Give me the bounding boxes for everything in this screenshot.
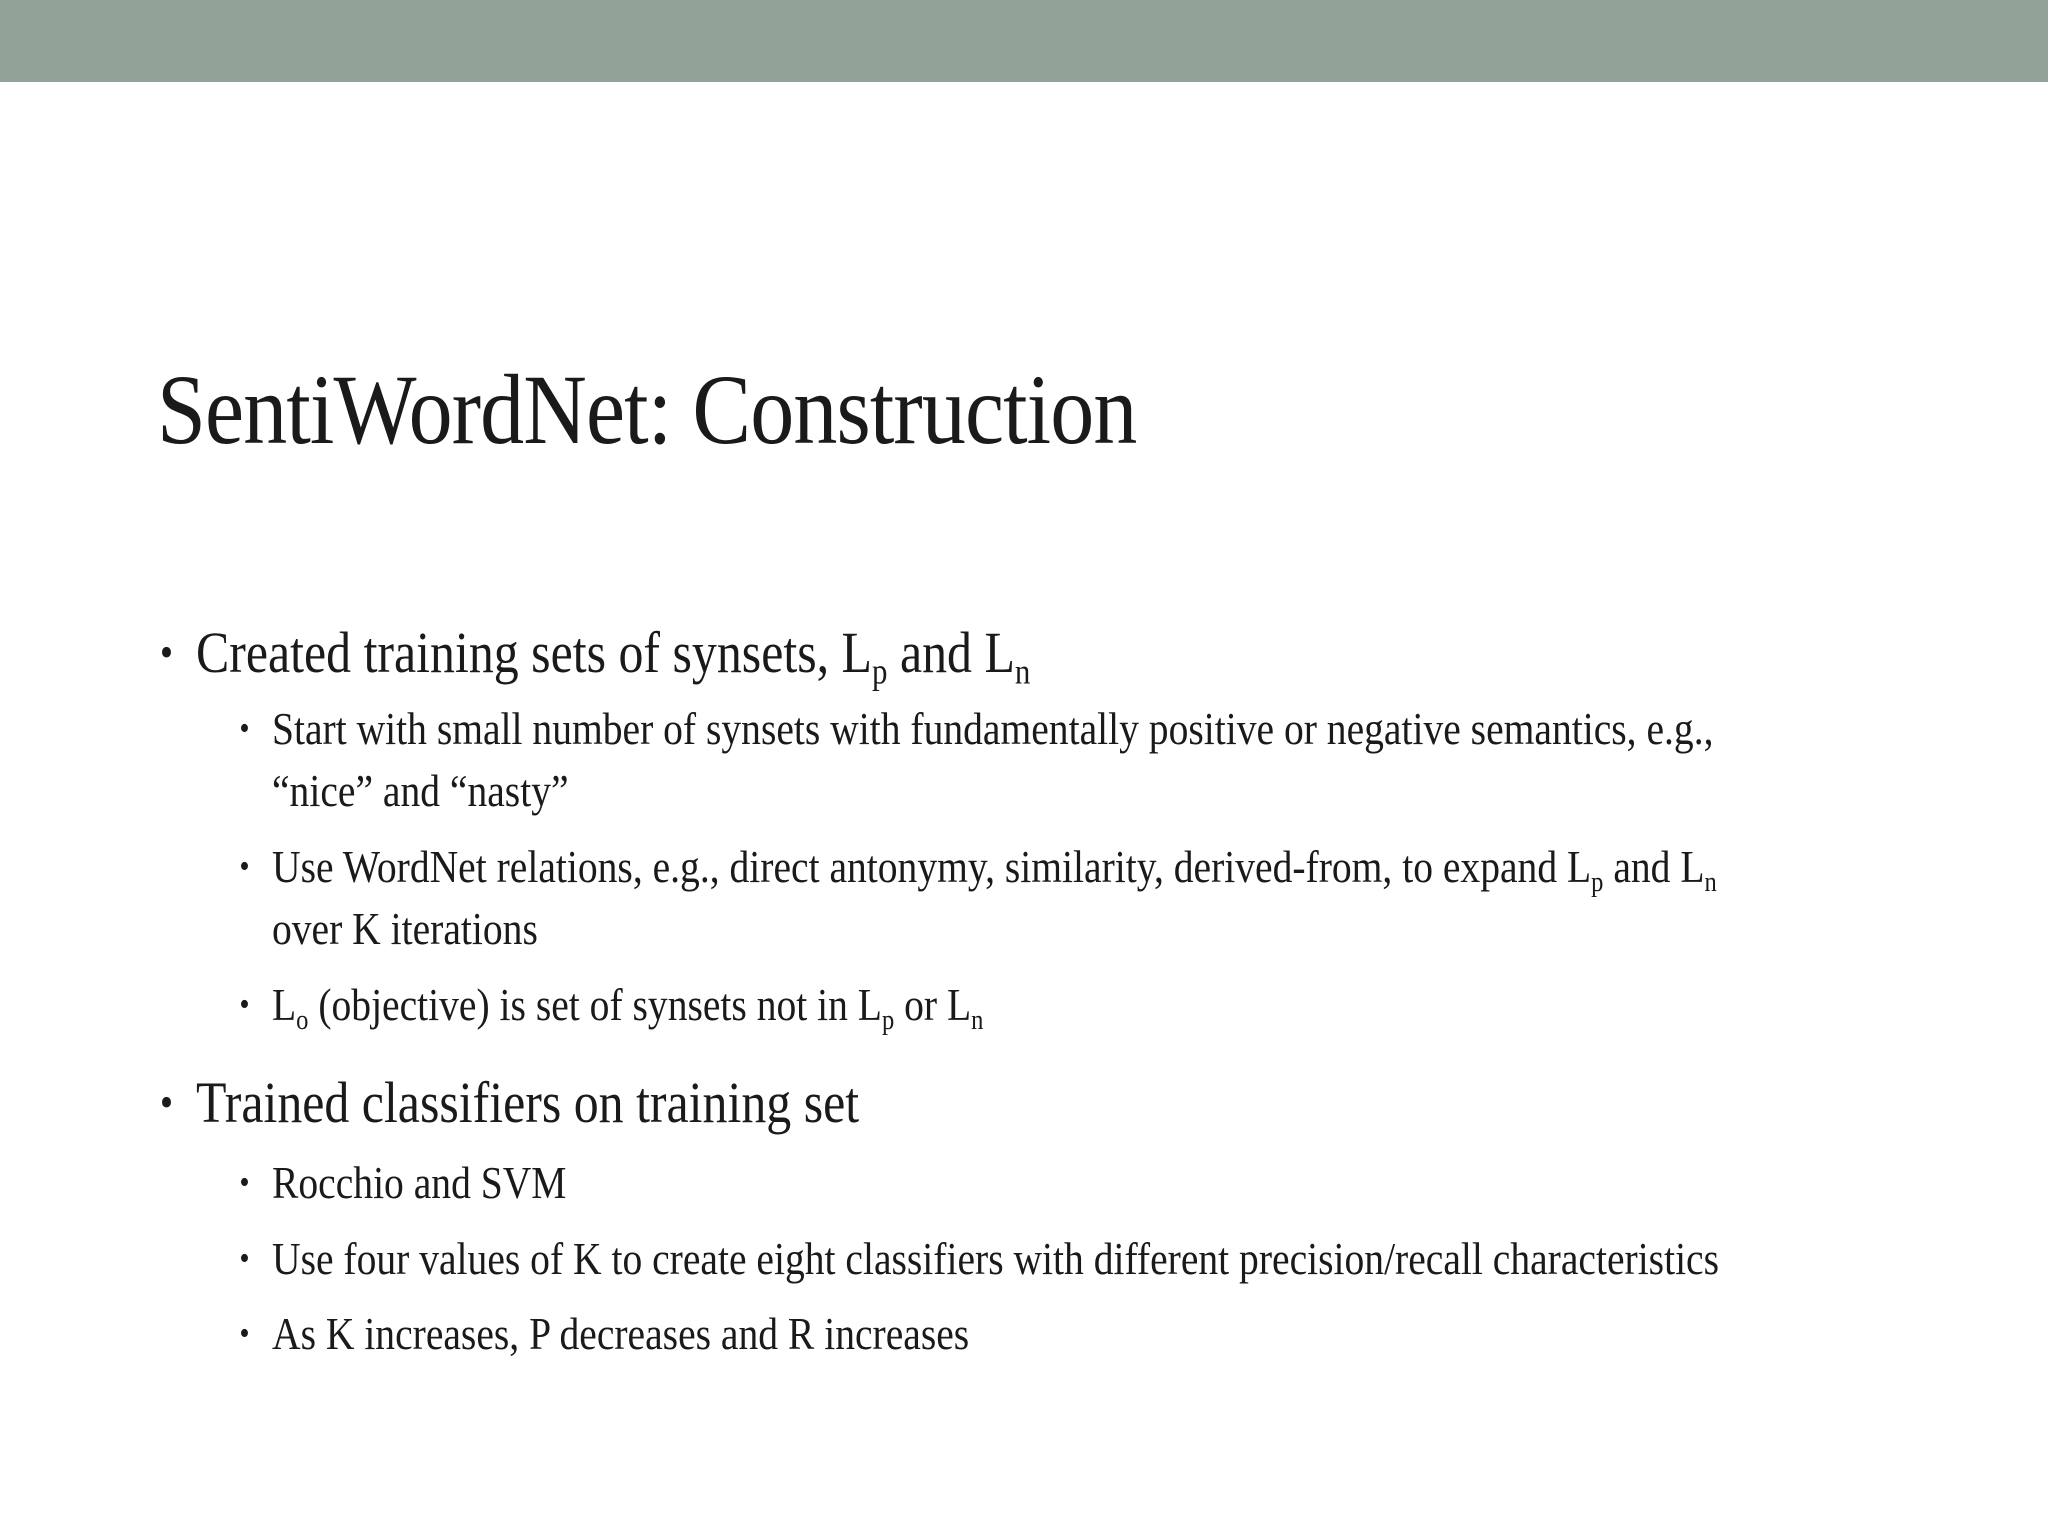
- subbullet-objective-set: • $L_o$ (objective) is set of synsets not in $L_p$ or $L_n$: [272, 974, 983, 1036]
- bullet-training-sets: • Created training sets of synsets, $L_p$ and $L_n$: [159, 620, 1031, 692]
- bullet-icon: •: [239, 1240, 250, 1277]
- bullet-icon: •: [239, 986, 250, 1023]
- bullet-icon: •: [159, 628, 174, 677]
- bullet-icon: •: [239, 848, 250, 885]
- subbullet-start-synsets: • Start with small number of synsets with fundamentally positive or negative semantics, e.g., “nice” and “nasty”: [272, 698, 1713, 822]
- subbullet-k-increases: • As K increases, P decreases and R increases: [272, 1303, 969, 1365]
- bullet-icon: •: [239, 1164, 250, 1201]
- subbullet-wordnet-relations: • Use WordNet relations, e.g., direct antonymy, similarity, derived-from, to expand $L_p$ and $L_n$ over K iterations: [272, 836, 1717, 960]
- bullet-icon: •: [239, 710, 250, 747]
- bullet-trained-classifiers: • Trained classifiers on training set: [196, 1068, 859, 1138]
- subbullet-rocchio-svm: • Rocchio and SVM: [272, 1152, 566, 1214]
- bullet-icon: •: [159, 1078, 174, 1127]
- subbullet-four-values-k: • Use four values of K to create eight classifiers with different precision/recall characteristics: [272, 1228, 1719, 1290]
- bullet-icon: •: [239, 1315, 250, 1352]
- slide-title: SentiWordNet: Construction: [157, 354, 1137, 465]
